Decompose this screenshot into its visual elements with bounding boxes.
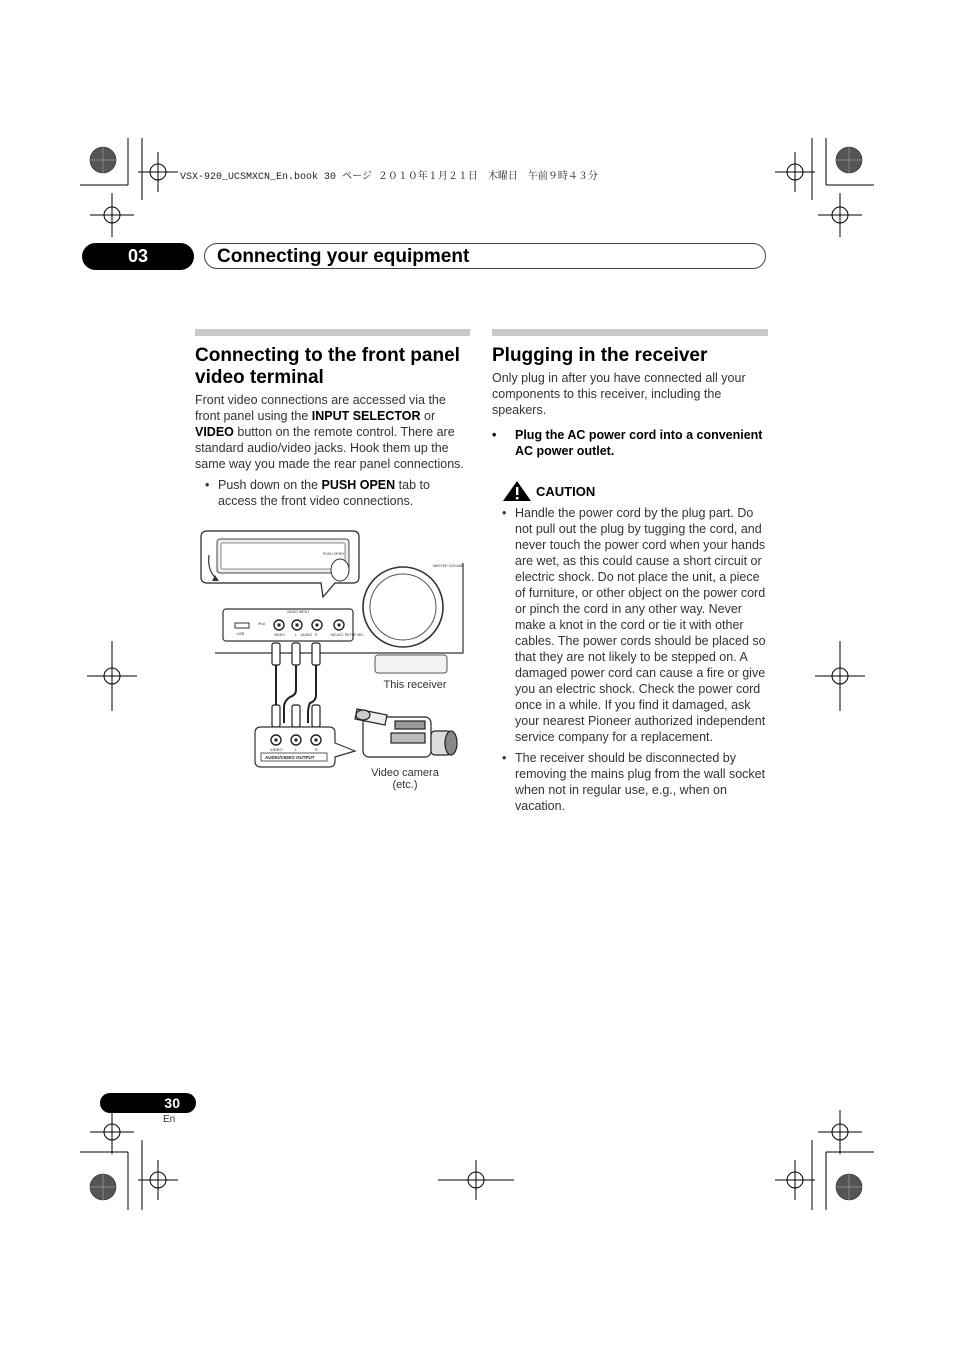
intro-text-2: or [420,409,436,423]
receiver-caption: This receiver [383,679,447,691]
caution-list [492,505,768,814]
intro-text-1: Front video connections are accessed via the front panel using the [195,393,446,423]
rca-plugs-bottom [272,705,320,727]
receiver-foot [375,655,447,673]
caution-item: • Handle the power cord by the plug part. Do not pull out the plug by tugging the cord, and never touch the power cord when your hands are wet, as this could cause a short circuit or electric shock. Do not place the unit, a piece of furniture, or other object on the power cord or pinch the cord in any other way. Never make a knot in the cord or tie it with other cables. The power cords should be placed so that they are not likely to be stepped on. A damaged power cord can cause a fire or give you an electric shock. Check the power cord once in a while. If you find it damaged, ask your nearest Pioneer authorized independent service company for a replacement. [492,505,768,745]
master-volume-label: MASTER VOLUME [433,564,464,568]
camera-caption [360,767,450,791]
warning-icon [502,480,532,502]
rca-plugs-top [272,643,320,665]
video-input-label: VIDEO INPUT [287,610,310,614]
bullet-text-1: Push down on the [218,478,322,492]
ipod-label: iPod [258,622,266,626]
caution-item: • The receiver should be disconnected by removing the mains plug from the wall socket when not in regular use, e.g., when on vacation. [492,750,768,814]
chapter-number-badge: 03 [82,243,194,270]
bullet-push-open [195,477,470,509]
video-jack-label: VIDEO [274,633,285,637]
output-title-label: AUDIO/VIDEO OUTPUT [265,755,315,760]
plug-step [492,427,768,459]
output-video-label: VIDEO [270,747,283,752]
finger-icon [331,559,349,581]
usb-port [235,623,249,628]
file-info-line: VSX-920_UCSMXCN_En.book 30 ページ ２０１０年１月２１日 木曜日 午前９時４３分 [180,172,598,183]
front-panel-bullets [195,477,470,509]
caution-title: CAUTION [536,483,596,499]
intro-bold-input-selector: INPUT SELECTOR [311,409,421,423]
chapter-title: Connecting your equipment [204,243,766,269]
bullet-bold-push-open: PUSH OPEN [321,478,396,492]
left-column [195,329,470,514]
bullet-text-2: tab to access the front video connections. [218,478,430,508]
intro-text-3: button on the remote control. There are standard audio/video jacks. Hook them up the same way you made the rear panel connections. [195,425,464,471]
step-bullet: • [492,428,497,442]
audio-jack-label: AUDIO [301,633,313,637]
push-open-label: PUSH OPEN [323,552,344,556]
front-panel-intro [195,392,470,472]
r-jack-label: R [315,633,318,637]
section-heading-front-panel: Connecting to the front panel video terminal [195,345,460,388]
camera-caption-line-2: (etc.) [392,779,418,791]
intro-bold-video: VIDEO [195,425,234,439]
page-number-badge: 30 [100,1093,196,1113]
section-bar [492,329,768,336]
language-label: En [163,1114,176,1125]
usb-label: USB [237,632,245,636]
plugging-intro: Only plug in after you have connected all your components to this receiver, including the speakers. [492,371,746,417]
section-bar [195,329,470,336]
right-column [492,329,768,819]
video-camera-icon [355,709,457,757]
camera-caption-line-1: Video camera [371,767,439,779]
caution-header [492,480,768,502]
output-l-label: L [295,747,298,752]
output-r-label: R [315,747,318,752]
step-text: Plug the AC power cord into a convenient AC power outlet. [515,428,763,458]
section-heading-plugging: Plugging in the receiver [492,345,708,366]
l-jack-label: L [295,633,297,637]
mcacc-label: MCACC SETUP MIC [331,633,364,637]
